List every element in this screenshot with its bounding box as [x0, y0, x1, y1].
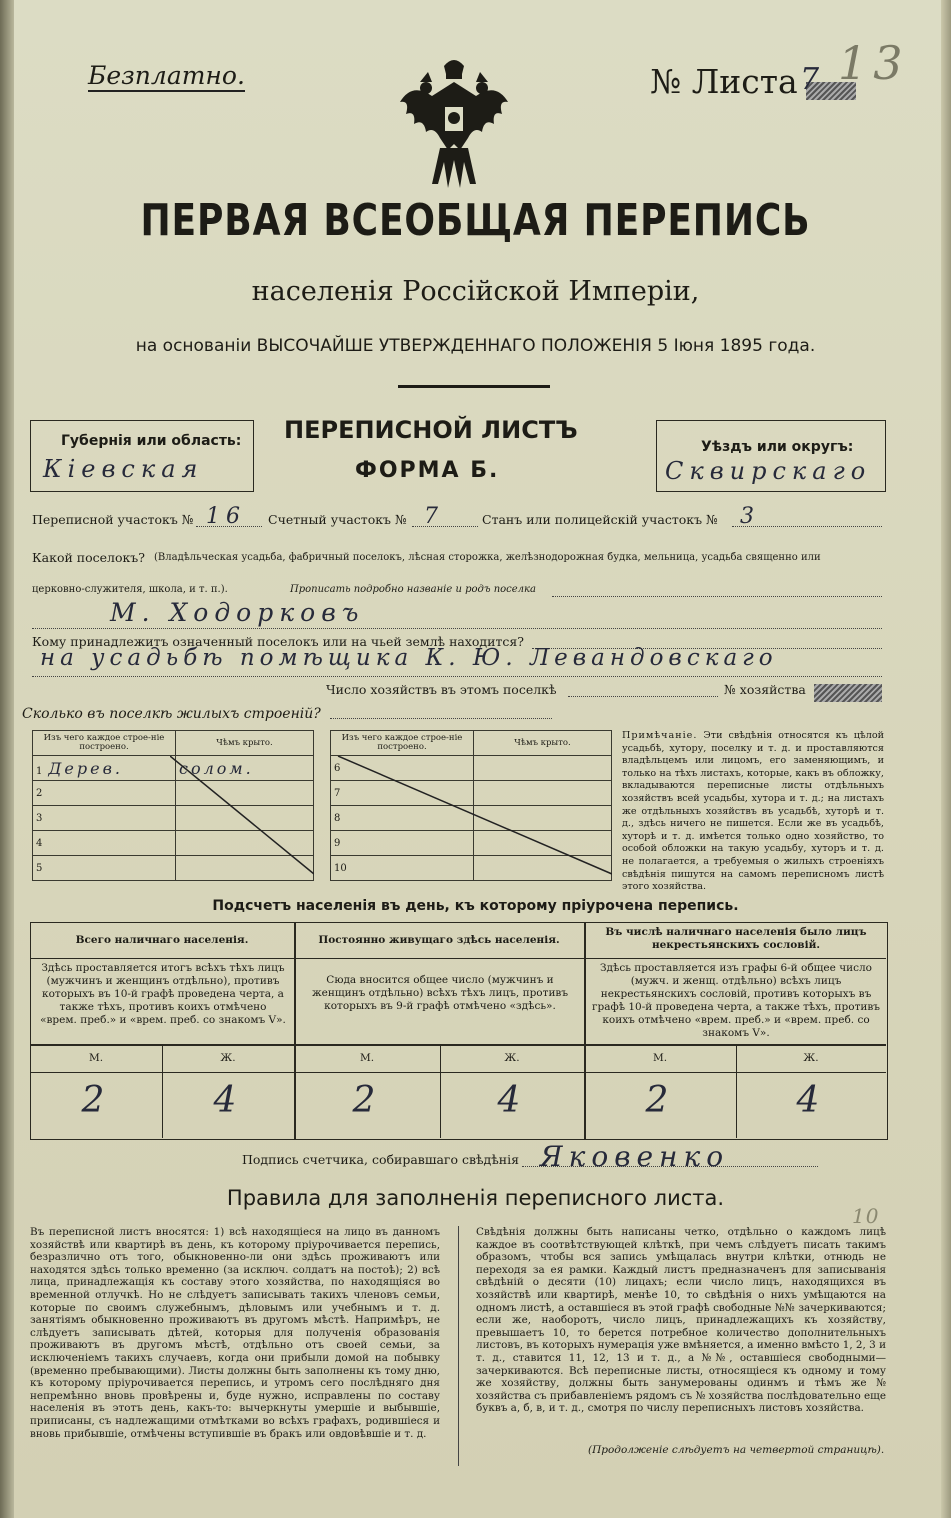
uezd-label: Уѣздъ или округъ: — [701, 439, 854, 455]
building-row-3: 3 — [33, 806, 176, 831]
building-row-9: 9 — [331, 831, 474, 856]
col3-female-header: Ж. — [803, 1052, 819, 1064]
households-label: Число хозяйствъ въ этомъ поселкѣ — [326, 682, 557, 697]
divider — [398, 385, 550, 388]
sheet-number-value: 7 — [800, 62, 826, 97]
sheet-number-label: № Листа — [650, 62, 798, 101]
census-district-label: Переписной участокъ № — [32, 512, 194, 527]
settlement-hint-2: церковно-служителя, школа, и т. п.). — [32, 584, 228, 595]
building-row-2: 2 — [33, 781, 176, 806]
subtitle: населенія Россійской Имперіи, — [251, 276, 700, 307]
sheet-number-corner: 13 — [838, 36, 909, 90]
population-col3-title: Въ числѣ наличнаго населенія было лицъ некрестьянскихъ сословій. — [605, 926, 867, 951]
rules-right-column: Свѣдѣнія должны быть написаны четко, отдѣльно о каждомъ лицѣ каждое въ соотвѣтствующей клѣткѣ, при чемъ слѣдуетъ писать такимъ образомъ, чтобы вся запись умѣщалась внутри клѣтки, отнюдь не переходя за ея рамки. Каждый листъ предназначенъ для записыванія свѣдѣній о десяти (10) лицахъ; если число лицъ, находящихся въ хозяйствѣ или квартирѣ, менѣе 10, то свѣдѣнія о нихъ умѣщаются на одномъ листѣ, а оставшіеся въ этой графѣ свободные №№ зачеркиваются; если же, наоборотъ, число лицъ, принадлежащихъ къ хозяйству, превышаетъ 10, то берется потребное количество дополнительныхъ листовъ, въ которыхъ нумерація уже вмѣняется, а именно вмѣсто 1, 2, 3 и т. д., ставится 11, 12, 13 и т. д., а №№, оставшіеся свободными—зачеркиваются. Всѣ переписные листы, относящіеся къ одному и тому же хозяйству, должны быть занумерованы одинмъ и тѣмъ же № хозяйства съ прибавленіемъ рядомъ съ № хозяйства послѣдовательно еще буквъ а, б, в, и т. д., смотря по числу переписныхъ листовъ хозяйства. — [476, 1226, 886, 1415]
uezd-value: Сквирскаго — [665, 457, 872, 485]
free-label: Безплатно. — [88, 61, 245, 90]
col1-female-value: 4 — [213, 1080, 243, 1121]
owner-question: Кому принадлежитъ означенный поселокъ или на чьей землѣ находится? — [32, 634, 524, 649]
gubernia-label: Губернія или область: — [61, 433, 242, 449]
col1-female-header: Ж. — [220, 1052, 236, 1064]
col1-male-header: М. — [88, 1052, 104, 1064]
households-line — [568, 696, 718, 697]
settlement-value: М. Ходорковъ — [110, 598, 365, 627]
col3-male-header: М. — [652, 1052, 668, 1064]
settlement-hint-italic: Прописать подробно названіе и родъ поселка — [290, 584, 536, 595]
count-district-label: Счетный участокъ № — [268, 512, 407, 527]
roof-header-2: Чѣмъ крыто. — [474, 731, 612, 756]
building-row-10: 10 — [331, 856, 474, 881]
note — [622, 730, 884, 894]
population-col2-text: Сюда вносится общее число (мужчинъ и женщинъ отдѣльно) всѣхъ тѣхъ лицъ, противъ которыхъ въ 9-й графѣ отмѣчено «здѣсь». — [311, 974, 569, 1012]
roof-header: Чѣмъ крыто. — [176, 731, 314, 756]
signature-value: Яковенко — [540, 1140, 730, 1173]
margin-note: 10 — [852, 1204, 880, 1228]
rules-continued: (Продолженіе слѣдуетъ на четвертой страницѣ). — [588, 1444, 885, 1456]
col1-male-value: 2 — [81, 1080, 111, 1121]
uezd-box — [656, 420, 886, 492]
main-title: ПЕРВАЯ ВСЕОБЩАЯ ПЕРЕПИСЬ — [140, 195, 811, 246]
col2-female-header: Ж. — [504, 1052, 520, 1064]
material-header: Изъ чего каждое строе-ніе построено. — [33, 731, 176, 756]
settlement-question: Какой поселокъ? — [32, 550, 145, 565]
population-title: Подсчетъ населенія въ день, къ которому пріурочена перепись. — [212, 898, 739, 914]
count-district-value: 7 — [424, 504, 444, 529]
note-label: Примѣчаніе. — [622, 730, 698, 741]
buildings-question: Сколько въ поселкѣ жилыхъ строеній? — [22, 706, 321, 722]
settlement-line-1 — [552, 596, 882, 597]
building-row-7: 7 — [331, 781, 474, 806]
building-row-5: 5 — [33, 856, 176, 881]
divider — [30, 1044, 886, 1046]
strike-line-left — [170, 756, 314, 876]
sheet-title: ПЕРЕПИСНОЙ ЛИСТЪ — [284, 416, 578, 444]
row-number: 1 — [36, 765, 43, 777]
household-number-stamp — [814, 684, 882, 702]
row1-roof: солом. — [179, 758, 254, 778]
col2-male-header: М. — [359, 1052, 375, 1064]
col2-male-value: 2 — [352, 1080, 382, 1121]
divider — [458, 1226, 459, 1466]
strike-line-right — [330, 756, 612, 876]
note-text: Эти свѣдѣнія относятся къ цѣлой усадьбѣ, хутору, поселку и т. д. и проставляются владѣльцемъ или лицомъ, его заменяющимъ, и только на тѣхъ листахъ, которые, какъ въ обложку, вкладываются переписные листы отдѣльныхъ хозяйствъ всей усадьбы, хутора и т. д.; на листахъ же отдѣльныхъ хозяйствъ въ усадьбѣ, хуторѣ и т. д., здѣсь ничего не пишется. Если же въ усадьбѣ, хуторѣ и т. д. имѣется только одно хозяйство, то особой обложки на такую усадьбу, хуторъ и т. д. не полагается, а требуемыя о жилыхъ строеніяхъ свѣдѣнія пишутся на самомъ переписномъ листѣ этого хозяйства. — [622, 730, 884, 893]
population-col1-text: Здѣсь проставляется итогъ всѣхъ тѣхъ лицъ (мужчинъ и женщинъ отдѣльно), противъ которыхъ въ 10-й графѣ проведена черта, а также тѣхъ, противъ коихъ отмѣчено «врем. преб.» и «врем. преб. со знакомъ V». — [40, 962, 286, 1026]
col2-female-value: 4 — [497, 1080, 527, 1121]
gubernia-value: Кіевская — [43, 455, 204, 483]
legal-basis: на основаніи ВЫСОЧАЙШЕ УТВЕРЖДЕННАГО ПОЛОЖЕНІЯ 5 Іюня 1895 года. — [135, 336, 816, 356]
stan-label: Станъ или полицейскій участокъ № — [482, 512, 718, 527]
rules-left-column: Въ переписной листъ вносятся: 1) всѣ находящіеся на лицо въ данномъ хозяйствѣ или квартирѣ въ день, къ которому пріурочивается перепись, безразлично отъ того, обыкновенно-ли они здѣсь проживаютъ или находятся здѣсь только временно (за исключ. солдатъ на постоѣ); 2) всѣ лица, принадлежащія къ составу этого хозяйства, по находящіяся во временной отлучкѣ. Но не слѣдуетъ записывать такихъ членовъ семьи, которые по своимъ служебнымъ, дѣловымъ или учебнымъ и т. д. занятіямъ обыкновенно проживаютъ въ другомъ мѣстѣ. Напримѣръ, не слѣдуетъ записывать дѣтей, которыя для полученія образованія проживаютъ въ другомъ мѣстѣ, отдѣльно отъ своей семьи, за исключеніемъ такихъ случаевъ, когда они прибыли домой на побывку (временно пребывающими). Листы должны быть заполнены къ тому дню, къ которому пріурочивается перепись, и утромъ сего послѣдняго дня непремѣнно вновь провѣрены и, буде нужно, исправлены по составу населенія въ этотъ день, какъ-то: вычеркнуты умершіе и выбывшіе, приписаны, съ надлежащими отмѣтками во всѣхъ графахъ, родившіеся и вновь прибывшіе, отмѣчены вступившіе въ бракъ или овдовѣвшіе и т. д. — [30, 1226, 440, 1440]
row1-material: Дерев. — [48, 758, 123, 778]
owner-value: на усадьбѣ помѣщика К. Ю. Левандовскаго — [40, 645, 778, 671]
buildings-line — [330, 718, 552, 719]
census-district-value: 16 — [206, 504, 246, 529]
building-row-8: 8 — [331, 806, 474, 831]
divider — [30, 958, 886, 959]
divider — [30, 1072, 886, 1073]
col3-female-value: 4 — [796, 1080, 826, 1121]
count-district-line — [412, 526, 478, 527]
form-name: ФОРМА Б. — [355, 458, 500, 483]
settlement-line-2 — [32, 628, 882, 629]
population-col3-text: Здѣсь проставляется изъ графы 6-й общее число (мужч. и женщ. отдѣльно) всѣхъ лицъ некрестьянскихъ сословій, противъ которыхъ въ графѣ 10-й проведена черта, а также тѣхъ, противъ коихъ отмѣчено «врем. преб.» и «врем. преб. со знакомъ V». — [592, 962, 880, 1039]
household-number-label: № хозяйства — [724, 682, 806, 697]
material-header-2: Изъ чего каждое строе-ніе построено. — [331, 731, 474, 756]
building-row-1 — [33, 756, 176, 781]
population-col1-title: Всего наличнаго населенія. — [75, 934, 249, 946]
owner-line-2 — [32, 676, 882, 677]
population-col2-title: Постоянно живущаго здѣсь населенія. — [318, 934, 560, 946]
double-headed-eagle-emblem — [392, 52, 517, 197]
building-row-6: 6 — [331, 756, 474, 781]
binding-edge — [0, 0, 14, 1518]
right-edge — [941, 0, 951, 1518]
building-row-4: 4 — [33, 831, 176, 856]
settlement-hint: (Владѣльческая усадьба, фабричный поселокъ, лѣсная сторожка, желѣзнодорожная будка, мельница, усадьба священно или — [154, 552, 821, 563]
stan-value: 3 — [740, 504, 760, 529]
rules-title: Правила для заполненія переписного листа. — [226, 1186, 725, 1210]
col3-male-value: 2 — [645, 1080, 675, 1121]
gubernia-box — [30, 420, 254, 492]
signature-label: Подпись счетчика, собиравшаго свѣдѣнія — [242, 1152, 519, 1167]
